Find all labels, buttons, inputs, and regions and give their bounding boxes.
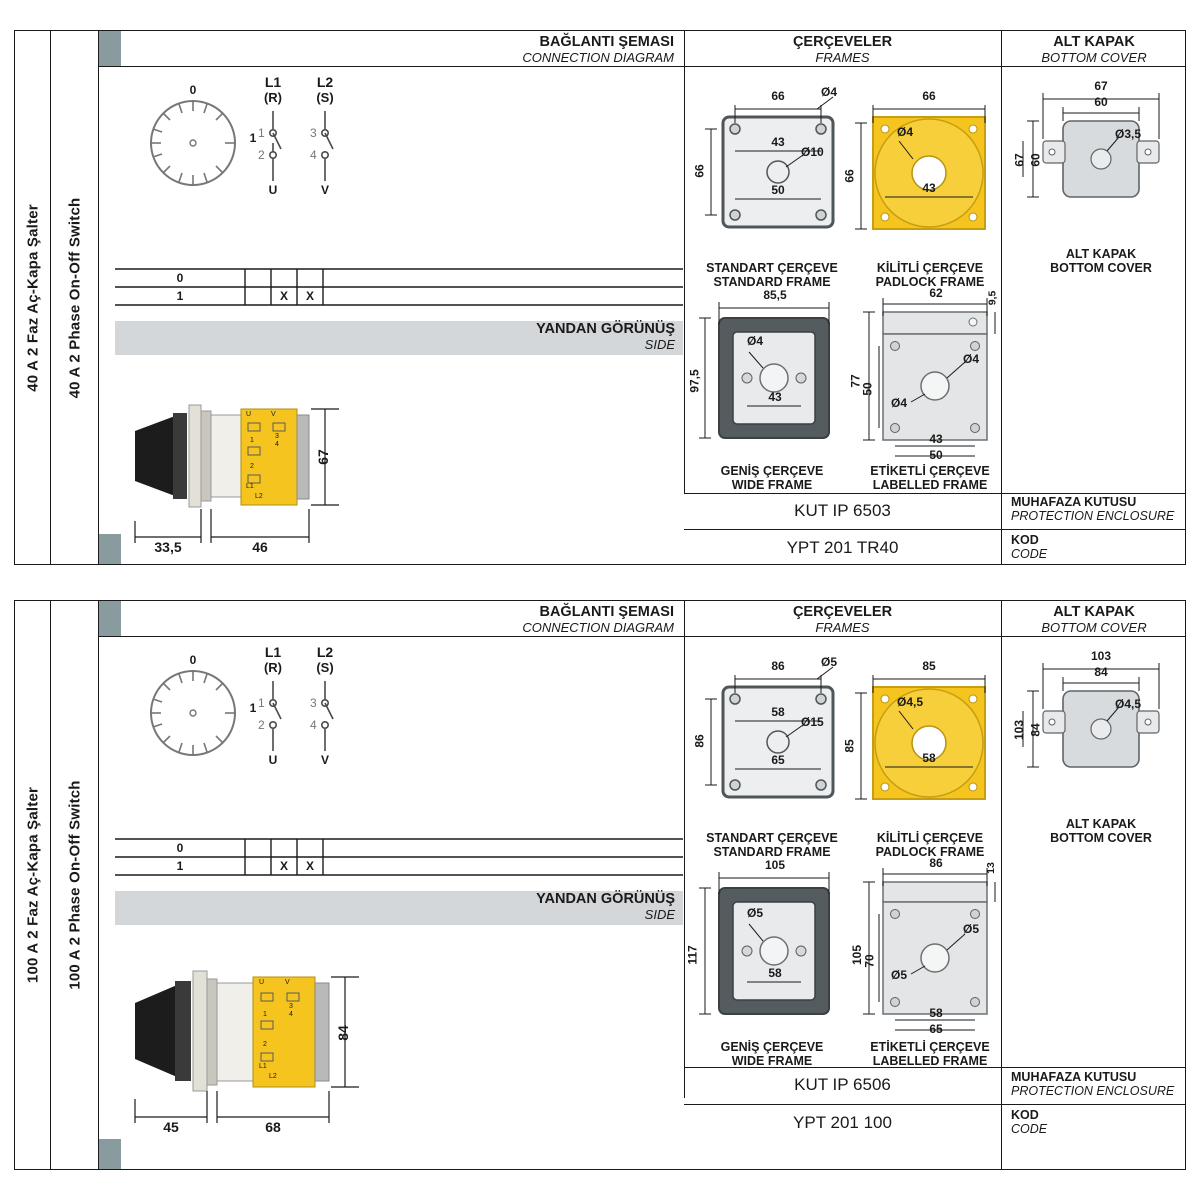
code-value-enclosure-40: KUT IP 6503 xyxy=(794,501,891,520)
code-label-enclosure-40-en: PROTECTION ENCLOSURE xyxy=(1011,509,1175,523)
frame-labelled-40-cap-en: LABELLED FRAME xyxy=(872,478,988,492)
frame-standard-40-caption xyxy=(687,261,857,289)
side-label-1-100: 1 xyxy=(263,1011,267,1018)
terminal-v-100: V xyxy=(320,753,329,767)
dim-cover-left1-100: 103 xyxy=(1012,719,1027,741)
dim-wide-inner-40: 43 xyxy=(768,390,782,404)
vertical-label-en-40-text: 40 A 2 Phase On-Off Switch xyxy=(66,197,83,398)
frame-standard-40-svg xyxy=(691,79,851,259)
header-frames-100 xyxy=(684,601,1001,637)
dim-wide-left-100: 117 xyxy=(685,945,700,965)
frame-standard-100-svg xyxy=(691,649,851,829)
dim-labelled-b2-100: 65 xyxy=(929,1022,943,1036)
side-dim-68-100: 68 xyxy=(265,1119,281,1135)
side-label-l2-100: L2 xyxy=(269,1073,277,1080)
side-label-1-40: 1 xyxy=(250,437,254,444)
side-view-100 xyxy=(115,941,435,1141)
dim-labelled-hole2-40: Ø4 xyxy=(891,396,908,410)
dim-padlock-top-40: 66 xyxy=(922,89,936,103)
dim-standard-hole-100: Ø5 xyxy=(821,655,838,669)
contact-num-3-100: 3 xyxy=(310,696,317,710)
side-label-l1-40: L1 xyxy=(246,483,254,490)
dim-padlock-hole-100: Ø4,5 xyxy=(897,695,924,709)
dim-cover-top1-40: 67 xyxy=(1094,79,1108,93)
frame-padlock-40-svg xyxy=(855,79,1005,259)
terminal-l2-100: L2 xyxy=(316,644,334,660)
side-label-3-40: 3 xyxy=(275,433,279,440)
dim-labelled-b2-40: 50 xyxy=(929,448,943,462)
terminal-l1-sub-100: (R) xyxy=(263,660,283,675)
header-cover-40-en: BOTTOM COVER xyxy=(1041,49,1147,65)
frame-labelled-100-cap-tr: ETİKETLİ ÇERÇEVE xyxy=(870,1040,990,1054)
side-band-100-text xyxy=(315,891,675,922)
dim-labelled-left1-40: 77 xyxy=(848,374,863,388)
dim-standard-inner-w-100: 58 xyxy=(771,705,785,719)
dim-wide-hole-100: Ø5 xyxy=(747,906,764,920)
dim-labelled-top-100: 86 xyxy=(929,856,943,870)
contact-num-1-40: 1 xyxy=(258,126,265,140)
terminal-l1-40: L1 xyxy=(264,74,282,90)
code-label-enclosure-40 xyxy=(1011,495,1174,523)
code-label-code-100-en: CODE xyxy=(1011,1122,1048,1136)
product-block-40a xyxy=(14,30,1186,565)
code-label-enclosure-100-en: PROTECTION ENCLOSURE xyxy=(1011,1084,1175,1098)
side-view-40-svg xyxy=(115,371,415,561)
frame-padlock-100-cap-tr: KİLİTLİ ÇERÇEVE xyxy=(876,831,984,845)
contact-num-4-40: 4 xyxy=(310,148,317,162)
frame-standard-100-cap-en: STANDARD FRAME xyxy=(713,845,831,859)
dim-labelled-small-40: 9,5 xyxy=(986,290,999,306)
side-label-v-40: V xyxy=(271,411,276,418)
header-connection-100 xyxy=(99,601,684,637)
code-label-code-100 xyxy=(1011,1108,1047,1136)
header-connection-40-en: CONNECTION DIAGRAM xyxy=(522,49,674,65)
product-block-100a xyxy=(14,600,1186,1170)
terminal-v-40: V xyxy=(320,183,329,197)
frame-standard-100 xyxy=(691,649,851,859)
side-band-40-tr: YANDAN GÖRÜNÜŞ xyxy=(536,321,675,337)
dim-standard-inner-b-40: 50 xyxy=(771,183,785,197)
dim-standard-inner-w-40: 43 xyxy=(771,135,785,149)
dim-labelled-hole1-100: Ø5 xyxy=(963,922,980,936)
frame-labelled-40 xyxy=(848,286,1005,501)
table-row-100-c2: X xyxy=(305,859,314,873)
connection-diagram-100-svg xyxy=(115,641,675,841)
connection-diagram-40-svg xyxy=(115,71,675,271)
contact-num-4-100: 4 xyxy=(310,718,317,732)
header-cover-100-tr: ALT KAPAK xyxy=(1053,603,1135,620)
dim-labelled-b1-40: 43 xyxy=(929,432,943,446)
dim-labelled-left1-100: 105 xyxy=(850,944,865,966)
frame-padlock-40-cap-en: PADLOCK FRAME xyxy=(875,275,985,289)
side-band-40-text xyxy=(315,321,675,352)
bottom-cover-40-caption xyxy=(1015,247,1187,275)
dim-cover-left1-40: 67 xyxy=(1012,153,1027,167)
terminal-l2-sub-100: (S) xyxy=(316,660,334,675)
bottom-cover-100-cap-en: BOTTOM COVER xyxy=(1050,831,1152,845)
table-row-100-c1: X xyxy=(279,859,288,873)
dim-padlock-inner-40: 43 xyxy=(922,181,936,195)
dim-labelled-hole2-100: Ø5 xyxy=(891,968,908,982)
header-row-40 xyxy=(99,31,1185,67)
vertical-label-tr-100-text: 100 A 2 Faz Aç-Kapa Şalter xyxy=(24,786,41,984)
terminal-u-100: U xyxy=(268,753,278,767)
knob-pos-1-100: 1 xyxy=(249,701,257,715)
header-cover-100-en: BOTTOM COVER xyxy=(1041,619,1147,635)
code-value-code-40: YPT 201 TR40 xyxy=(786,538,899,557)
terminal-l2-sub-40: (S) xyxy=(316,90,334,105)
side-label-l1-100: L1 xyxy=(259,1063,267,1070)
knob-pos-1-40: 1 xyxy=(249,131,257,145)
header-connection-40-tr: BAĞLANTI ŞEMASI xyxy=(539,33,674,50)
side-view-40 xyxy=(115,371,415,561)
switch-table-40-svg xyxy=(115,269,683,305)
code-label-enclosure-100-tr: MUHAFAZA KUTUSU xyxy=(1011,1070,1137,1084)
bottom-cover-40-cap-en: BOTTOM COVER xyxy=(1050,261,1152,275)
header-connection-100-tr: BAĞLANTI ŞEMASI xyxy=(539,603,674,620)
frame-padlock-100 xyxy=(842,649,1005,859)
frame-wide-40-cap-en: WIDE FRAME xyxy=(731,478,813,492)
frame-padlock-40-caption xyxy=(847,261,1013,289)
table-row-40-c1: X xyxy=(279,289,288,303)
header-frames-40-tr: ÇERÇEVELER xyxy=(792,33,893,50)
code-label-code-100-tr: KOD xyxy=(1011,1108,1039,1122)
side-label-u-100: U xyxy=(259,979,265,986)
contact-num-2-100: 2 xyxy=(258,718,265,732)
side-dim-67-40: 67 xyxy=(314,449,331,465)
side-band-100-tr: YANDAN GÖRÜNÜŞ xyxy=(536,891,675,907)
contact-num-3-40: 3 xyxy=(310,126,317,140)
frame-labelled-40-caption xyxy=(847,464,1013,492)
dim-wide-hole-40: Ø4 xyxy=(747,334,764,348)
side-band-100-en: SIDE xyxy=(644,907,675,922)
vertical-label-tr-40-text: 40 A 2 Faz Aç-Kapa Şalter xyxy=(24,203,41,392)
side-dim-45-100: 45 xyxy=(163,1119,179,1135)
side-label-v-100: V xyxy=(285,979,290,986)
contact-num-1-100: 1 xyxy=(258,696,265,710)
dim-padlock-inner-100: 58 xyxy=(922,751,936,765)
side-dim-84-100: 84 xyxy=(334,1025,351,1041)
dim-standard-hole-40: Ø4 xyxy=(821,85,838,99)
code-label-code-40 xyxy=(1011,533,1047,561)
switch-table-40 xyxy=(115,269,683,305)
dim-labelled-top-40: 62 xyxy=(929,286,943,300)
dim-wide-top-40: 85,5 xyxy=(763,288,787,302)
dim-labelled-b1-100: 58 xyxy=(929,1006,943,1020)
dim-labelled-left2-100: 70 xyxy=(862,954,877,968)
frame-wide-40-svg xyxy=(691,286,851,461)
header-cover-40-tr: ALT KAPAK xyxy=(1053,33,1135,50)
dim-labelled-left2-40: 50 xyxy=(860,382,875,396)
vertical-label-en-100 xyxy=(51,601,99,1169)
header-row-100 xyxy=(99,601,1185,637)
side-dim-46-40: 46 xyxy=(252,539,268,555)
header-frames-100-en: FRAMES xyxy=(815,619,870,635)
dim-wide-top-100: 105 xyxy=(764,858,786,872)
frame-labelled-100 xyxy=(850,856,1005,1076)
vertical-label-en-100-text: 100 A 2 Phase On-Off Switch xyxy=(66,780,83,990)
vertical-label-tr-100 xyxy=(15,601,51,1169)
code-value-code-100: YPT 201 100 xyxy=(793,1113,892,1132)
bottom-cover-100-cap-tr: ALT KAPAK xyxy=(1065,817,1137,831)
grey-tab-bottom-100 xyxy=(99,1139,121,1169)
connection-diagram-100 xyxy=(115,641,675,841)
header-frames-40-en: FRAMES xyxy=(815,49,870,65)
bottom-cover-100 xyxy=(1012,649,1187,849)
frame-wide-100-cap-en: WIDE FRAME xyxy=(731,1054,813,1068)
header-cover-100 xyxy=(1001,601,1187,637)
dim-labelled-hole1-40: Ø4 xyxy=(963,352,980,366)
dim-standard-center-40: Ø10 xyxy=(801,145,824,159)
dim-standard-inner-b-100: 65 xyxy=(771,753,785,767)
code-label-enclosure-100 xyxy=(1011,1070,1174,1098)
frame-wide-100-caption xyxy=(687,1040,857,1068)
dim-padlock-top-100: 85 xyxy=(922,659,936,673)
dim-padlock-hole-40: Ø4 xyxy=(897,125,914,139)
frame-padlock-40 xyxy=(842,79,1005,289)
frame-standard-40 xyxy=(691,79,851,289)
code-label-enclosure-40-tr: MUHAFAZA KUTUSU xyxy=(1011,495,1137,509)
divider-frames-100 xyxy=(684,601,685,1098)
side-label-4-40: 4 xyxy=(275,441,279,448)
switch-table-100-svg xyxy=(115,839,683,875)
table-row-40-pos1: 1 xyxy=(176,289,184,303)
dim-cover-top2-40: 60 xyxy=(1094,95,1108,109)
dim-labelled-small-100: 13 xyxy=(984,862,997,874)
frame-padlock-40-cap-tr: KİLİTLİ ÇERÇEVE xyxy=(876,261,984,275)
side-label-u-40: U xyxy=(246,411,252,418)
frame-wide-40-caption xyxy=(687,464,857,492)
code-value-enclosure-100: KUT IP 6506 xyxy=(794,1075,891,1094)
code-label-code-40-en: CODE xyxy=(1011,547,1048,561)
frame-wide-100-svg xyxy=(691,856,851,1036)
frame-padlock-100-caption xyxy=(847,831,1013,859)
frame-padlock-100-cap-en: PADLOCK FRAME xyxy=(875,845,985,859)
table-row-100-pos0: 0 xyxy=(176,841,184,855)
frame-standard-40-cap-en: STANDARD FRAME xyxy=(713,275,831,289)
header-connection-40 xyxy=(99,31,684,67)
terminal-l1-100: L1 xyxy=(264,644,282,660)
table-row-40-pos0: 0 xyxy=(176,271,184,285)
frame-padlock-100-svg xyxy=(855,649,1005,829)
dim-standard-top-40: 66 xyxy=(771,89,785,103)
switch-table-100 xyxy=(115,839,683,875)
table-row-100-pos1: 1 xyxy=(176,859,184,873)
dim-standard-left-100: 86 xyxy=(692,734,707,748)
knob-pos-0-100: 0 xyxy=(189,653,197,667)
dim-wide-left-40: 97,5 xyxy=(687,369,702,393)
connection-diagram-40 xyxy=(115,71,675,271)
dim-cover-hole-40: Ø3,5 xyxy=(1115,127,1142,141)
frame-standard-100-caption xyxy=(687,831,857,859)
bottom-cover-40-cap-tr: ALT KAPAK xyxy=(1065,247,1137,261)
header-frames-40 xyxy=(684,31,1001,67)
dim-cover-top1-100: 103 xyxy=(1090,649,1112,663)
frame-wide-100-cap-tr: GENİŞ ÇERÇEVE xyxy=(720,1040,824,1054)
side-label-2-100: 2 xyxy=(263,1041,267,1048)
terminal-u-40: U xyxy=(268,183,278,197)
side-label-2-40: 2 xyxy=(250,463,254,470)
dim-cover-left2-100: 84 xyxy=(1028,723,1043,737)
frame-labelled-40-cap-tr: ETİKETLİ ÇERÇEVE xyxy=(870,464,990,478)
contact-num-2-40: 2 xyxy=(258,148,265,162)
frame-standard-40-cap-tr: STANDART ÇERÇEVE xyxy=(706,261,838,275)
frame-labelled-100-cap-en: LABELLED FRAME xyxy=(872,1054,988,1068)
vertical-label-en-40 xyxy=(51,31,99,564)
divider-frames-40 xyxy=(684,31,685,493)
header-frames-100-tr: ÇERÇEVELER xyxy=(792,603,893,620)
dim-padlock-left-40: 66 xyxy=(842,169,857,183)
side-dim-33-5-40: 33,5 xyxy=(154,539,182,555)
frame-wide-40-cap-tr: GENİŞ ÇERÇEVE xyxy=(720,464,824,478)
terminal-l2-40: L2 xyxy=(316,74,334,90)
dim-wide-inner-100: 58 xyxy=(768,966,782,980)
frame-labelled-100-caption xyxy=(847,1040,1013,1068)
knob-pos-0-40: 0 xyxy=(189,83,197,97)
side-label-3-100: 3 xyxy=(289,1003,293,1010)
side-label-l2-40: L2 xyxy=(255,493,263,500)
dim-cover-hole-100: Ø4,5 xyxy=(1115,697,1142,711)
header-connection-100-en: CONNECTION DIAGRAM xyxy=(522,619,674,635)
side-label-4-100: 4 xyxy=(289,1011,293,1018)
bottom-cover-40 xyxy=(1012,79,1187,279)
code-label-code-40-tr: KOD xyxy=(1011,533,1039,547)
frame-wide-100 xyxy=(685,856,851,1076)
vertical-label-tr-40 xyxy=(15,31,51,564)
dim-cover-left2-40: 60 xyxy=(1028,153,1043,167)
frame-wide-40 xyxy=(687,286,851,501)
dim-standard-center-100: Ø15 xyxy=(801,715,824,729)
frame-standard-100-cap-tr: STANDART ÇERÇEVE xyxy=(706,831,838,845)
side-band-40-en: SIDE xyxy=(644,337,675,352)
dim-standard-left-40: 66 xyxy=(692,164,707,178)
dim-padlock-left-100: 85 xyxy=(842,739,857,753)
dim-cover-top2-100: 84 xyxy=(1094,665,1108,679)
dim-standard-top-100: 86 xyxy=(771,659,785,673)
side-view-100-svg xyxy=(115,941,435,1141)
header-cover-40 xyxy=(1001,31,1187,67)
bottom-cover-100-caption xyxy=(1015,817,1187,845)
table-row-40-c2: X xyxy=(305,289,314,303)
terminal-l1-sub-40: (R) xyxy=(263,90,283,105)
